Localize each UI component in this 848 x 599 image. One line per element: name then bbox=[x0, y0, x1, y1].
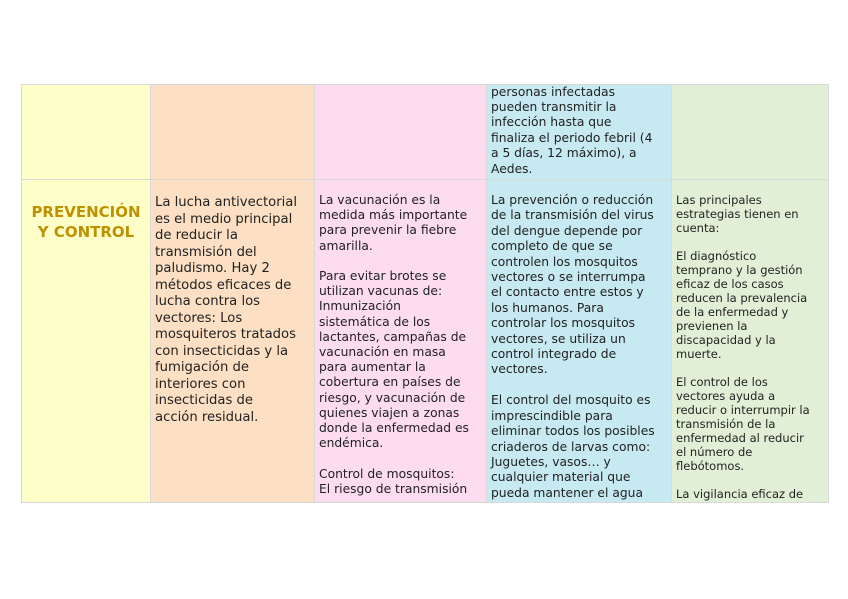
table-cell-heading-empty bbox=[22, 85, 151, 180]
table-cell-col4-continuation bbox=[487, 85, 672, 180]
col4-continuation-text: personas infectadas pueden transmitir la infección hasta que finaliza el periodo febril (4 a 5 días, 12 máximo), a Aedes. bbox=[491, 85, 653, 176]
table-cell-dengue bbox=[487, 180, 672, 503]
table-row-continuation bbox=[22, 85, 829, 180]
table-cell-leishmaniasis bbox=[672, 180, 829, 503]
dengue-prevention-text: La prevención o reducción de la transmisión del virus del dengue depende por completo de que se controlen los mosquitos vectores o se interrumpa el contacto entre estos y los humanos. Para controlar los mosquitos vectores, se utiliza un control integrado de vectores. El control del mosquito es imprescindible para eliminar todos los posibles criaderos de larvas como: Juguetes, vasos… y cualquier material que pueda mantener el agua bbox=[491, 193, 655, 500]
table-cell-col5-empty bbox=[672, 85, 829, 180]
leishmaniasis-prevention-text: Las principales estrategias tienen en cuenta: El diagnóstico temprano y la gestión eficaz de los casos reducen la prevalencia de la enfermedad y previenen la discapacidad y la muerte. El control de los vectores ayuda a reducir o interrumpir la transmisión de la enfermedad al reducir el número de flebótomos. La vigilancia eficaz de bbox=[676, 193, 810, 501]
section-heading: PREVENCIÓN Y CONTROL bbox=[31, 203, 141, 241]
table-cell-yellow-fever bbox=[315, 180, 487, 503]
table-cell-heading bbox=[22, 180, 151, 503]
table-cell-col3-empty bbox=[315, 85, 487, 180]
malaria-prevention-text: La lucha antivectorial es el medio principal de reducir la transmisión del paludismo. Hay 2 métodos eficaces de lucha contra los vectores: Los mosquiteros tratados con insecticidas y la fumigación de interiores con insecticidas de acción residual. bbox=[155, 195, 298, 425]
table-row-prevention-control bbox=[22, 180, 829, 503]
yellow-fever-prevention-text: La vacunación es la medida más importante para prevenir la fiebre amarilla. Para evitar brotes se utilizan vacunas de: Inmunización sistemática de los lactantes, campañas de vacunación en masa para aumentar la cobertura en países de riesgo, y vacunación de quienes viajen a zonas donde la enfermedad es endémica. Control de mosquitos: El riesgo de transmisión bbox=[319, 193, 469, 496]
table-cell-col2-empty bbox=[151, 85, 315, 180]
disease-comparison-table bbox=[21, 84, 829, 503]
table-cell-malaria bbox=[151, 180, 315, 503]
